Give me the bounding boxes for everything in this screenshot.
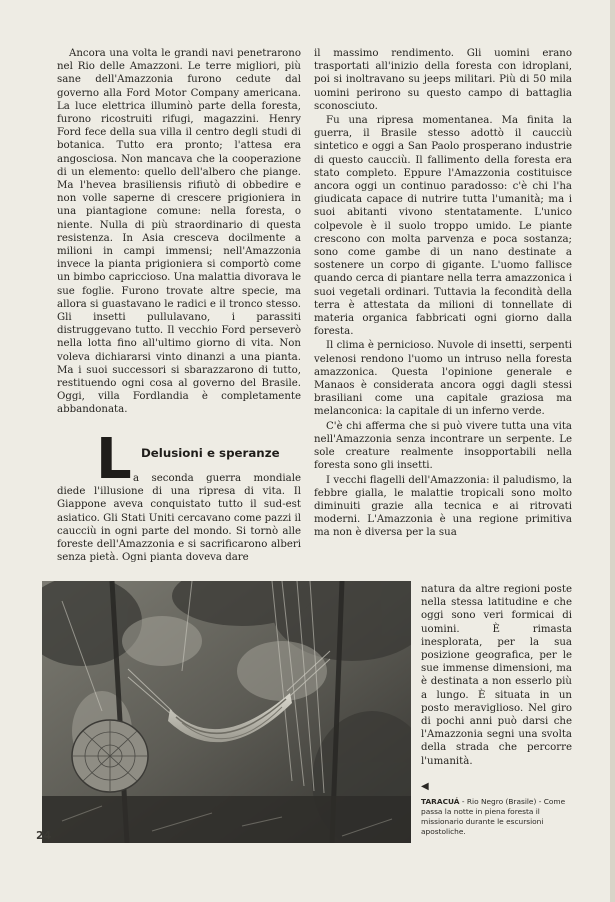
paragraph: C'è chi afferma che si può vivere tutta una vita nell'Amazzonia senza incontrare un serpente. Le sole creature realmente insopportabili nella foresta sono gli insetti.	[314, 420, 572, 472]
caption-text	[421, 797, 581, 837]
paragraph: Fu una ripresa momentanea. Ma finita la guerra, il Brasile stesso adottò il caucciù sintetico e oggi a San Paolo prosperano industrie di questo caucciù. Il fallimento della foresta era stato completo. Eppure l'Amazzonia costituisce ancora oggi un continuo paradosso: c'è chi l'ha giudicata capace di nutrire tutta l'umanità; ma i suoi abitanti vivono stentatamente. L'unico colpevole è il suolo troppo umido. Le piante crescono con molta parvenza e poca sostanza; sono come gambe di un nano destinate a sostenere un corpo di gigante. L'uomo fallisce quando cerca di piantare nella terra amazzonica i suoi vegetali ordinari. Tuttavia la fecondità della terra è attestata da milioni di tonnellate di materia organica fabbricati ogni giorno dalla foresta.	[314, 115, 572, 338]
right-column	[314, 47, 572, 540]
paragraph: Il clima è pernicioso. Nuvole di insetti, serpenti velenosi rendono l'uomo un intruso nella foresta amazzonica. Questa l'opinione generale e Manaos è considerata ancora oggi dagli stessi brasiliani come una capitale graziosa ma melanconica: la capitale di un inferno verde.	[314, 340, 572, 418]
drop-cap: L	[96, 427, 132, 492]
hammock-in-forest-image	[42, 581, 411, 843]
caption-place: TARACUÁ	[421, 797, 460, 806]
photo-caption	[421, 781, 581, 837]
left-column-bottom	[57, 472, 301, 564]
caption-arrow-icon: ◀	[421, 781, 429, 792]
page-number: 24	[36, 829, 52, 842]
left-column-top	[57, 47, 301, 417]
hammock-photo	[42, 581, 411, 843]
paragraph: I vecchi flagelli dell'Amazzonia: il paludismo, la febbre gialla, le malattie tropicali sono molto diminuiti grazie alla tecnica e ai ritrovati moderni. L'Amazzonia è una regione primitiva ma non è diversa per la sua	[314, 474, 572, 539]
page-edge	[610, 0, 615, 902]
right-column-wrap	[421, 583, 572, 768]
paragraph: a seconda guerra mondiale diede l'illusione di una ripresa di vita. Il Giappone aveva conquistato tutto il sud-est asiatico. Gli Stati Uniti cercavano come pazzi il caucciù in ogni parte del mondo. Si tornò alle foreste dell'Amazzonia e si sacrificarono alberi senza pietà. Ogni pianta doveva dare	[57, 473, 302, 564]
paragraph: Ancora una volta le grandi navi penetrarono nel Rio delle Amazzoni. Le terre migliori, più sane dell'Amazzonia furono cedute dal governo alla Ford Motor Company americana. La luce elettrica illuminò parte della foresta, furono ricostruiti rifugi, magazzini. Henry Ford fece della sua villa il centro degli studi di botanica. Tutto era pronto; l'attesa era angosciosa. Non mancava che la cooperazione di un elemento: quello dell'albero che piange. Ma l'hevea brasiliensis rifiutò di obbedire e non volle saperne di crescere prigioniera in una piantagione comune: nella foresta, o niente. Nulla di più straordinario di questa resistenza. In Asia cresceva docilmente a milioni in campi immensi; nell'Amazzonia invece la pianta prigioniera si comportò come un bimbo capriccioso. Una malattia divorava le sue foglie. Furono trovate altre specie, ma allora si guastavano le radici e il tronco stesso. Gli insetti pullulavano, i parassiti distruggevano tutto. Il vecchio Ford perseverò nella lotta fino all'ultimo giorno di vita. Non voleva dichiararsi vinto dinanzi a una pianta. Ma i suoi successori si sbarazzarono di tutto, restituendo ogni cosa al governo del Brasile. Oggi, villa Fordlandia è completamente abbandonata.	[57, 48, 301, 416]
section-heading: Delusioni e speranze	[141, 446, 280, 460]
caption-body: - Rio Negro (Brasile) - Come passa la notte in piena foresta il missionario durante le escursioni apostoliche.	[421, 797, 566, 836]
paragraph: natura da altre regioni poste nella stessa latitudine e che oggi sono veri formicai di uomini. È rimasta inesplorata, per la sua posizione geografica, per le sue immense dimensioni, ma è destinata a non esserlo più a lungo. È situata in un posto meraviglioso. Nel giro di pochi anni può darsi che l'Amazzonia segni una svolta della strada che percorre l'umanità.	[421, 584, 572, 767]
paragraph: il massimo rendimento. Gli uomini erano trasportati all'inizio della foresta con idroplani, poi si inoltravano su jeeps militari. Più di 50 mila uomini perirono su questo campo di battaglia sconosciuto.	[314, 48, 572, 112]
